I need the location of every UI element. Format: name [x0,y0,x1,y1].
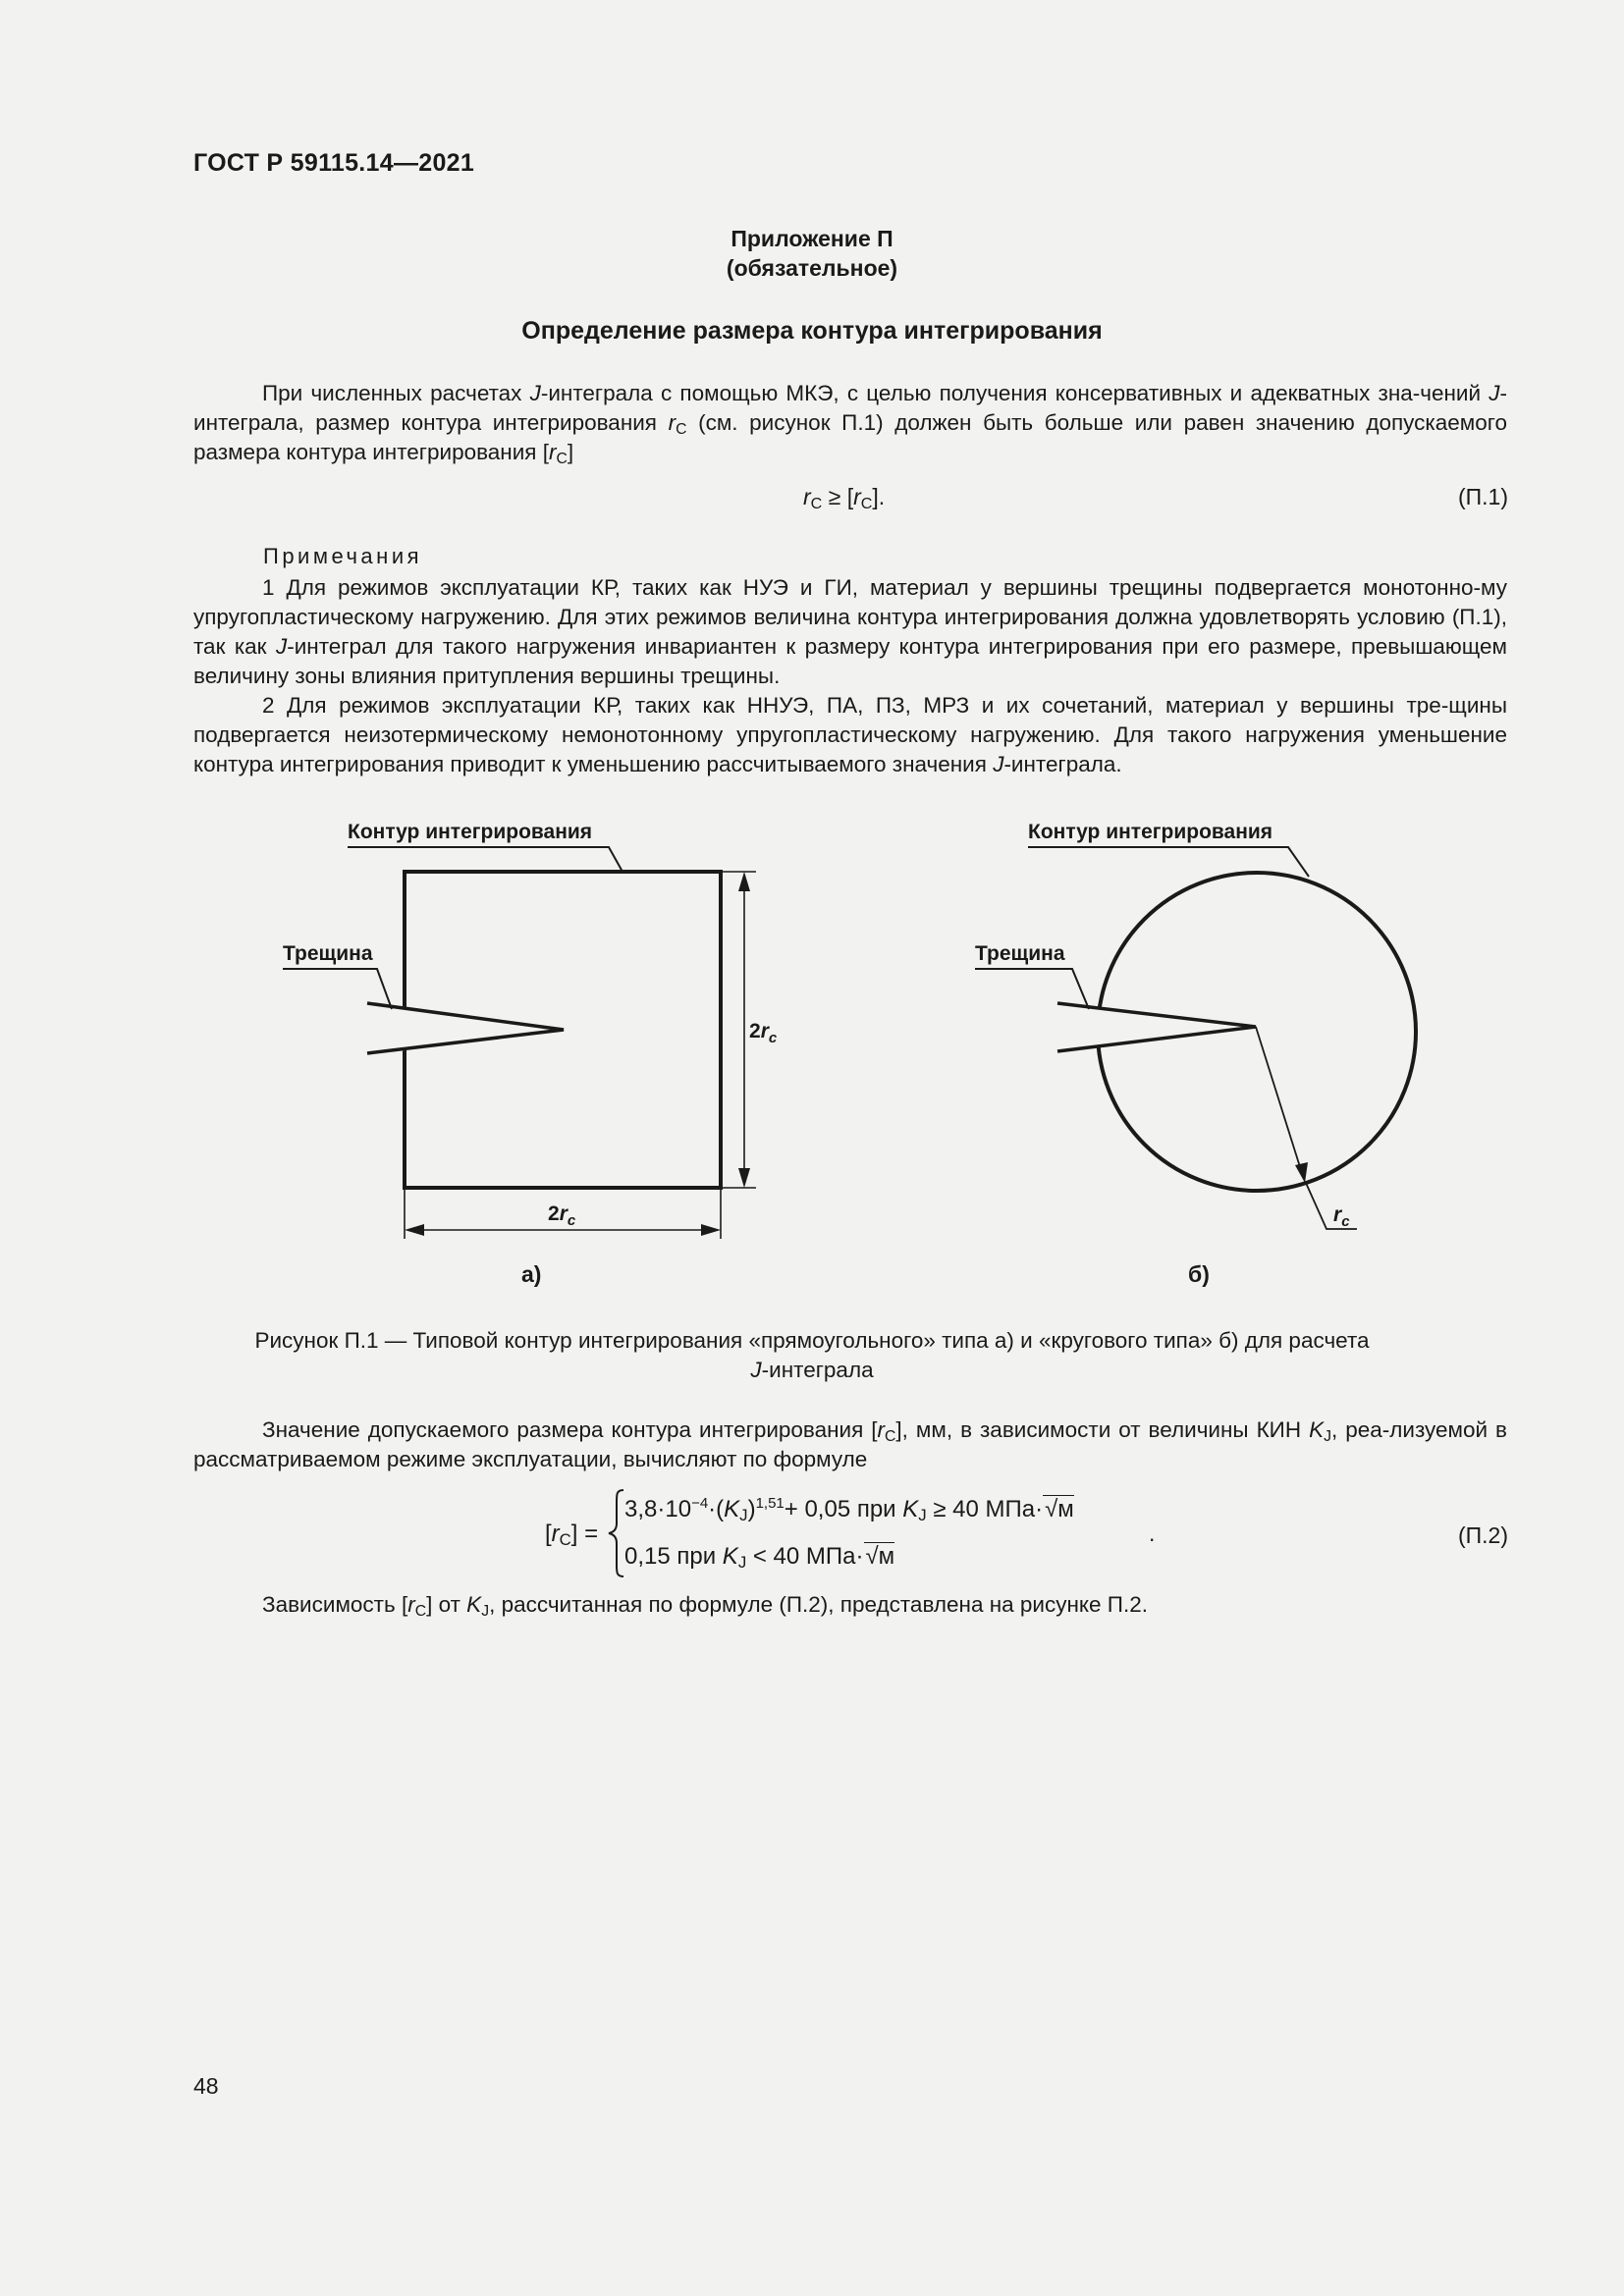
sqrt-m-2: √м [865,1543,895,1570]
brace-glyph [607,1488,626,1578]
intro-paragraph: При численных расчетах J-интеграла с помощью МКЭ, с целью получения консервативных и адекватных зна-чений J-интеграла, размер контура интегрирования $r_C$ (см. рисунок П.1) должен быть больше или равен значению допускаемого размера контура интегрирования $[r_C]$ [193,381,1507,467]
figure-circular-contour [967,810,1429,1242]
contour-label-a: Контур интегрирования [348,821,593,843]
contour-leader-a [348,847,623,872]
equation-p1-number: (П.1) [1457,484,1508,509]
equation-p2-line2: 0,15 при $K_J < 40$ МПа·√м [624,1543,895,1572]
crack-label-a: Трещина [283,942,373,965]
crack-leader-b [975,969,1089,1009]
panel-label-b: б) [1188,1261,1210,1287]
radius-arrowhead [1295,1162,1308,1183]
figure-caption: Рисунок П.1 — Типовой контур интегрирования «прямоугольного» типа а) и «кругового типа» б) для расчета J-интеграла [254,1328,1370,1382]
section-title: Определение размера контура интегрирования [521,317,1103,345]
contour-label-b: Контур интегрирования [1028,821,1273,843]
equation-p2-number: (П.2) [1457,1522,1508,1548]
equation-p2-line1: $3,8\cdot 10^{-4}\cdot(K_J)^{1,51}+ 0,05$ при $K_J \ge 40$ МПа·√м [624,1495,1074,1524]
note-1: 1 Для режимов эксплуатации КР, таких как НУЭ и ГИ, материал у вершины трещины подвергается монотонно-му упругопластическому нагружению. Для этих режимов величина контура интегрирования должна удовлетворять условию (П.1), так как J-интеграл для такого нагружения инвариантен к размеру контура интегрирования при его размере, превышающем величину зоны влияния притупления вершины трещины. [193,575,1508,688]
note-2: 2 Для режимов эксплуатации КР, таких как ННУЭ, ПА, ПЗ, МРЗ и их сочетаний, материал у вершины тре-щины подвергается неизотермическому немонотонному упругопластическому нагружению. Для такого нагружения уменьшение контура интегрирования приводит к уменьшению рассчитываемого значения J-интеграла. [193,693,1507,776]
crack-label-b: Трещина [975,942,1065,965]
document-header: ГОСТ Р 59115.14—2021 [193,149,475,177]
sqrt-m-1: √м [1045,1496,1074,1522]
radius-line [1256,1027,1301,1170]
formula-intro-paragraph: Значение допускаемого размера контура интегрирования $[r_C]$, мм, в зависимости от величины КИН $K_J$, реа-лизуемой в рассматриваемом режиме эксплуатации, вычисляют по формуле [193,1417,1507,1471]
radius-label: $r_c$ [1333,1203,1350,1230]
horizontal-dimension-label: $2r_c$ [548,1202,576,1229]
appendix-subtitle: (обязательное) [726,255,898,281]
figure-rectangular-contour [275,810,785,1281]
dependency-paragraph: Зависимость $[r_C]$ от $K_J$, рассчитанная по формуле (П.2), представлена на рисунке П.2. [262,1592,1148,1620]
appendix-title: Приложение П [731,226,893,251]
crack-fill [367,1001,564,1055]
equation-p2-lhs: $[r_C]$ = [545,1521,599,1549]
vertical-dimension-label: $2r_c$ [749,1020,778,1046]
page-number: 48 [193,2073,219,2099]
notes-heading: Примечания [263,544,423,568]
panel-label-a: а) [521,1261,542,1287]
equation-p1: $r_C \ge [r_C]$. [803,484,886,512]
crack-fill-b [1057,1001,1256,1052]
equation-p2-period: . [1149,1521,1156,1546]
